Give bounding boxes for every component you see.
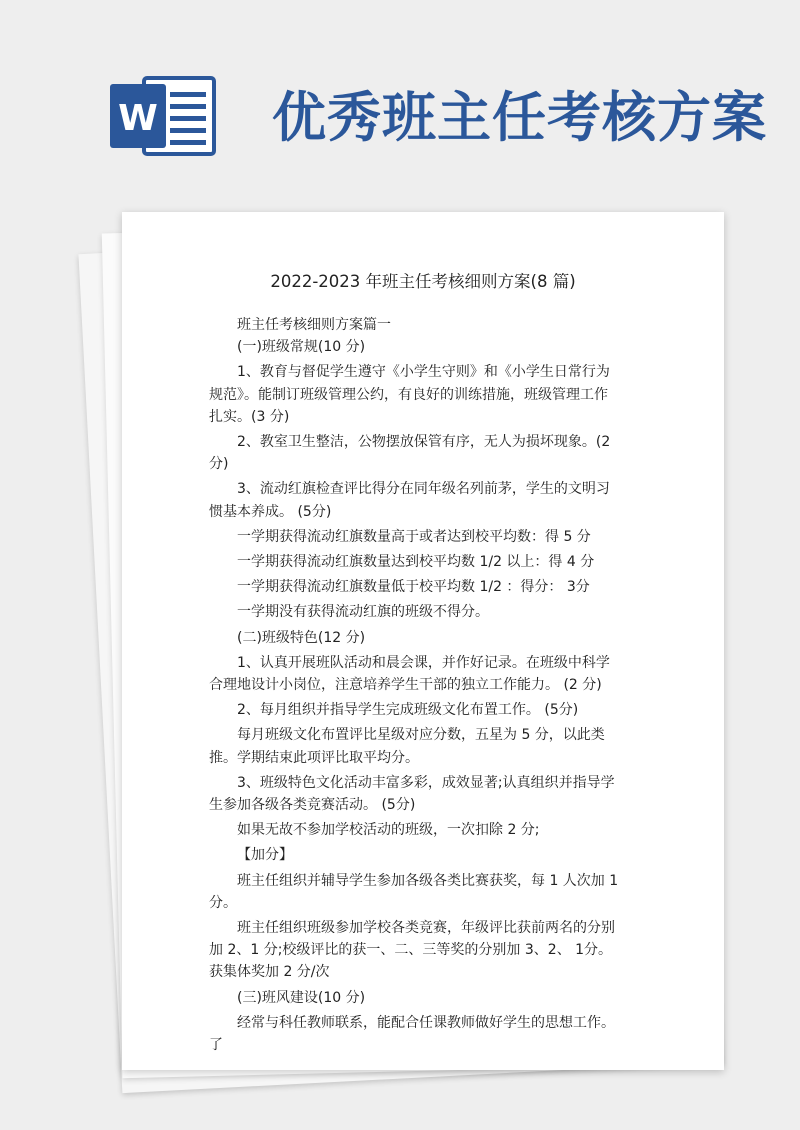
document-paragraph: 如果无故不参加学校活动的班级，一次扣除 2 分; xyxy=(237,822,540,839)
document-paragraph: 经常与科任教师联系，能配合任课教师做好学生的思想工作。了 xyxy=(209,1014,615,1054)
document-paragraph: 一学期获得流动红旗数量达到校平均数 1/2 以上：得 4 分 xyxy=(237,554,595,571)
document-paragraph: (一)班级常规(10 分) xyxy=(237,339,366,356)
document-paragraph: 【加分】 xyxy=(237,847,293,864)
document-body xyxy=(209,314,619,1056)
document-paragraph: 1、认真开展班队活动和晨会课，并作好记录。在班级中科学合理地设计小岗位，注意培养学生干部的独立工作能力。 (2 分) xyxy=(209,654,610,694)
document-paragraph: 3、班级特色文化活动丰富多彩，成效显著;认真组织并指导学生参加各级各类竞赛活动。 (5分) xyxy=(209,774,615,814)
banner-header xyxy=(0,0,800,210)
document-paragraph: 班主任组织班级参加学校各类竞赛，年级评比获前两名的分别加 2、1 分;校级评比的获一、二、三等奖的分别加 3、2、 1分。获集体奖加 2 分/次 xyxy=(209,920,615,981)
document-paragraph: 班主任考核细则方案篇一 xyxy=(237,317,391,333)
document-paragraph: 每月班级文化布置评比星级对应分数，五星为 5 分，以此类推。学期结束此项评比取平均分。 xyxy=(209,727,605,766)
document-title: 2022-2023 年班主任考核细则方案(8 篇) xyxy=(270,272,576,291)
word-icon-letter: W xyxy=(118,98,158,139)
document-paragraph: 1、教育与督促学生遵守《小学生守则》和《小学生日常行为规范》。能制订班级管理公约，有良好的训练措施，班级管理工作扎实。(3 分) xyxy=(209,364,610,425)
document-paragraph: 2、每月组织并指导学生完成班级文化布置工作。 (5分) xyxy=(237,702,579,719)
document-paragraph: (三)班风建设(10 分) xyxy=(237,989,366,1006)
document-paragraph: 3、流动红旗检查评比得分在同年级名列前茅，学生的文明习惯基本养成。 (5分) xyxy=(209,481,610,520)
document-page xyxy=(122,212,724,1070)
document-paragraph: 一学期获得流动红旗数量高于或者达到校平均数：得 5 分 xyxy=(237,528,591,545)
document-paragraph: 一学期没有获得流动红旗的班级不得分。 xyxy=(237,604,489,621)
word-document-icon xyxy=(110,74,220,158)
document-paragraph: 班主任组织并辅导学生参加各级各类比赛获奖，每 1 人次加 1 分。 xyxy=(209,872,619,911)
document-paragraph: 一学期获得流动红旗数量低于校平均数 1/2 ：得分： 3分 xyxy=(237,579,590,596)
page-heading: 优秀班主任考核方案 xyxy=(272,85,767,149)
document-paragraph: (二)班级特色(12 分) xyxy=(237,629,366,646)
document-paragraph: 2、教室卫生整洁，公物摆放保管有序，无人为损坏现象。(2 分) xyxy=(209,434,611,473)
